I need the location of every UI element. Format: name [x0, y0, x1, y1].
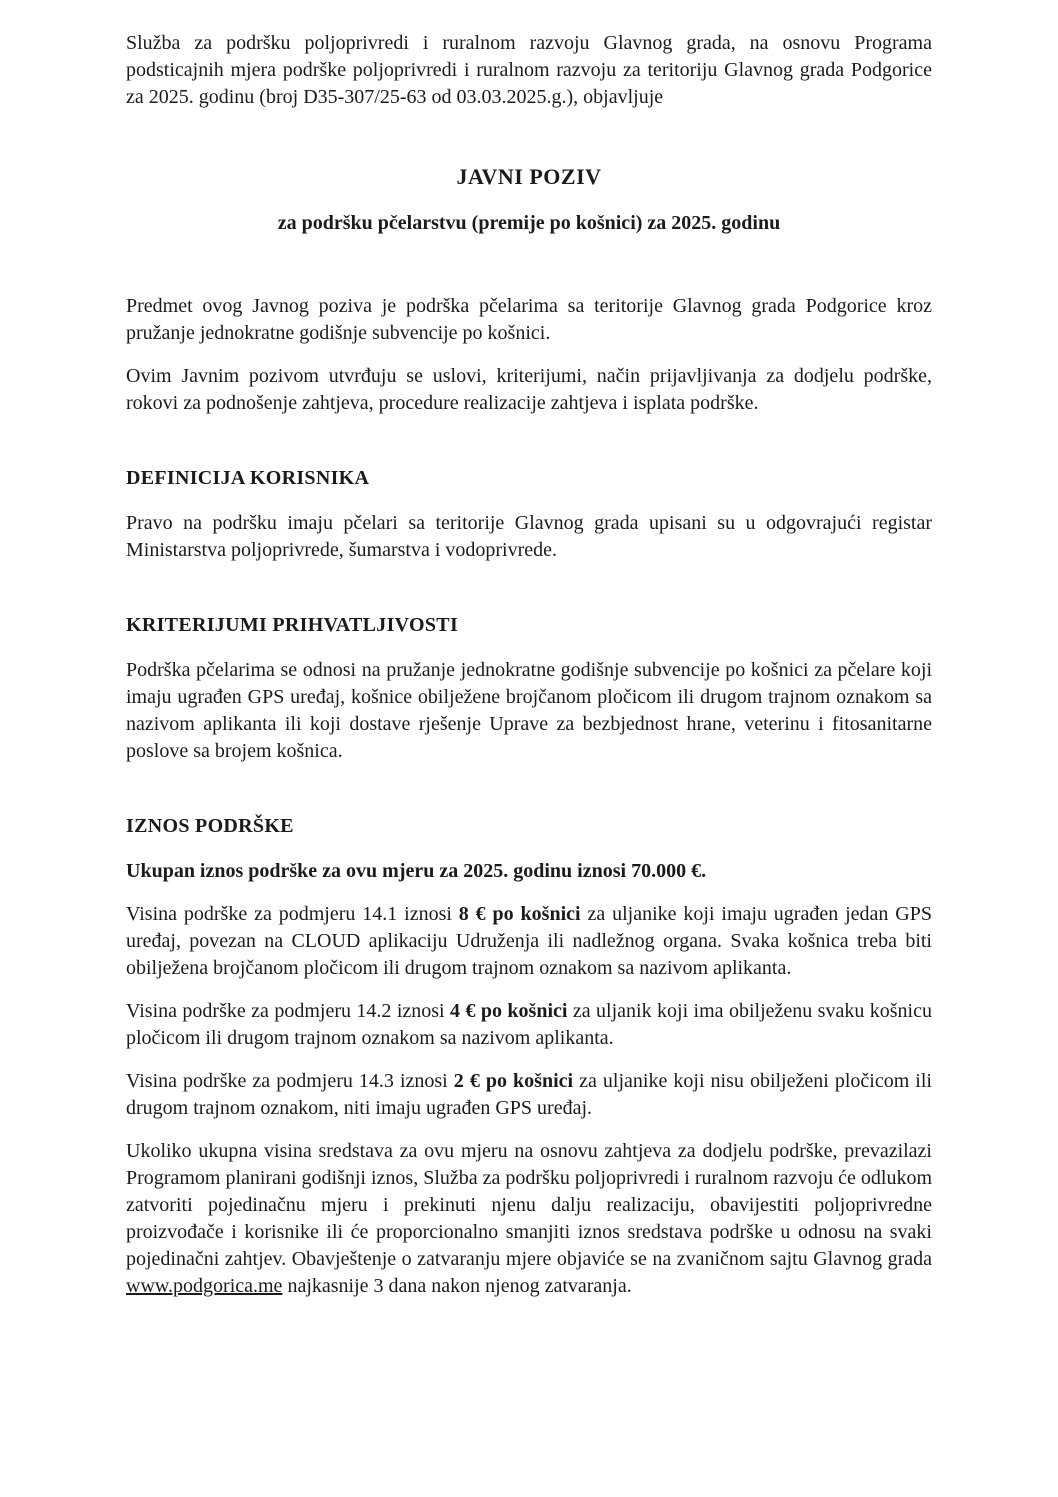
- submeasure-141-text-post: za uljanike koji imaju ugrađen jedan GPS uređaj, povezan na CLOUD aplikaciju Udruženja ili nadležnog organa. Svaka košnica treba biti obilježena brojčanom pločicom ili drugom trajnom oznakom sa nazivom aplikanta.: [126, 903, 932, 979]
- submeasure-142-text-pre: Visina podrške za podmjeru 14.2 iznosi: [126, 1000, 451, 1022]
- submeasure-141-paragraph: [126, 901, 932, 982]
- section-heading-definicija-korisnika: DEFINICIJA KORISNIKA: [126, 467, 370, 489]
- total-amount-paragraph: Ukupan iznos podrške za ovu mjeru za 2025. godinu iznosi 70.000 €.: [126, 860, 707, 882]
- subject-paragraph: Predmet ovog Javnog poziva je podrška pčelarima sa teritorije Glavnog grada Podgorice kroz pružanje jednokratne godišnje subvencije po košnici.: [126, 295, 932, 344]
- conditions-paragraph: Ovim Javnim pozivom utvrđuju se uslovi, kriterijumi, način prijavljivanja za dodjelu podrške, rokovi za podnošenje zahtjeva, procedure realizacije zahtjeva i isplata podrške.: [126, 365, 932, 414]
- closing-paragraph: [126, 1138, 932, 1300]
- submeasure-141-text-pre: Visina podrške za podmjeru 14.1 iznosi: [126, 903, 459, 925]
- submeasure-143-amount: 2 € po košnici: [453, 1070, 574, 1092]
- intro-paragraph: Služba za podršku poljoprivredi i ruralnom razvoju Glavnog grada, na osnovu Programa podsticajnih mjera podrške poljoprivredi i ruralnom razvoju za teritoriju Glavnog grada Podgorice za 2025. godinu (broj D35-307/25-63 od 03.03.2025.g.), objavljuje: [126, 32, 932, 108]
- kriterijumi-body-paragraph: Podrška pčelarima se odnosi na pružanje jednokratne godišnje subvencije po košnici za pčelare koji imaju ugrađen GPS uređaj, košnice obilježene brojčanom pločicom ili drugom trajnom oznakom sa nazivom aplikanta ili koji dostave rješenje Uprave za bezbjednost hrane, veterinu i fitosanitarne poslove sa brojem košnica.: [126, 659, 932, 762]
- closing-text-pre: Ukoliko ukupna visina sredstava za ovu mjeru na osnovu zahtjeva za dodjelu podrške, prevazilazi Programom planirani godišnji iznos, Služba za podršku poljoprivredi i ruralnom razvoju će odlukom zatvoriti pojedinačnu mjeru i prekinuti njenu dalju realizaciju, obavijestiti poljoprivredne proizvođače i korisnike ili će proporcionalno smanjiti iznos sredstava podrške u odnosu na svaki pojedinačni zahtjev. Obavještenje o zatvaranju mjere objaviće se na zvaničnom sajtu Glavnog grada: [126, 1140, 932, 1270]
- document-subtitle: za podršku pčelarstvu (premije po košnici) za 2025. godinu: [277, 212, 781, 234]
- submeasure-142-text-post: za uljanik koji ima obilježenu svaku košnicu pločicom ili drugom trajnom oznakom sa nazivom aplikanta.: [126, 1000, 932, 1049]
- document-title: JAVNI POZIV: [456, 164, 602, 189]
- submeasure-142-paragraph: [126, 998, 932, 1052]
- definicija-body-paragraph: Pravo na podršku imaju pčelari sa teritorije Glavnog grada upisani su u odgovrajući registar Ministarstva poljoprivrede, šumarstva i vodoprivrede.: [126, 512, 932, 561]
- submeasure-143-text-pre: Visina podrške za podmjeru 14.3 iznosi: [126, 1070, 454, 1092]
- closing-text-post: najkasnije 3 dana nakon njenog zatvaranja.: [282, 1275, 632, 1297]
- section-heading-iznos-podrske: IZNOS PODRŠKE: [126, 815, 294, 837]
- submeasure-141-amount: 8 € po košnici: [458, 903, 581, 925]
- podgorica-website-link[interactable]: www.podgorica.me: [126, 1275, 283, 1297]
- submeasure-143-paragraph: [126, 1068, 932, 1122]
- submeasure-142-amount: 4 € po košnici: [450, 1000, 568, 1022]
- submeasure-143-text-post: za uljanike koji nisu obilježeni pločicom ili drugom trajnom oznakom, niti imaju ugrađen GPS uređaj.: [126, 1070, 932, 1119]
- section-heading-kriterijumi-prihvatljivosti: KRITERIJUMI PRIHVATLJIVOSTI: [126, 614, 459, 636]
